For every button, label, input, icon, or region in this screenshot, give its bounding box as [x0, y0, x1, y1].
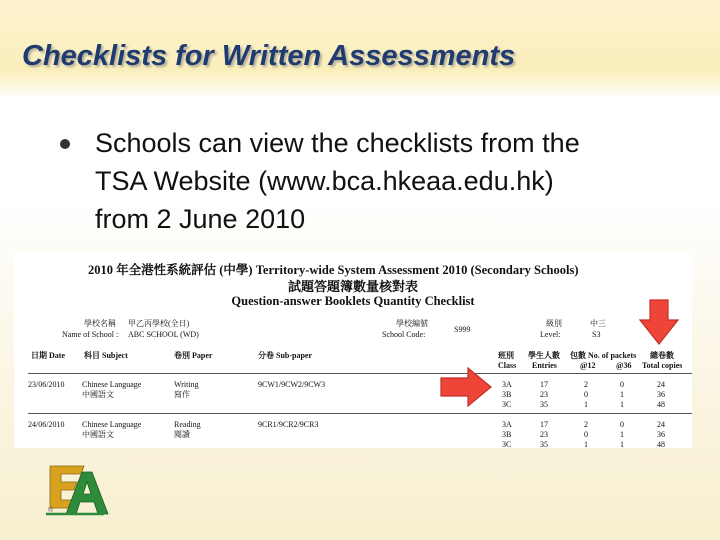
row-entries: 35: [540, 440, 548, 448]
checklist-title: 2010 年全港性系統評估 (中學) Territory-wide System Assessment 2010 (Secondary Schools): [88, 263, 579, 277]
school-name-value-en: ABC SCHOOL (WD): [128, 330, 199, 339]
row-date: 24/06/2010: [28, 420, 65, 429]
slide-title: Checklists for Written Assessments: [22, 40, 516, 72]
header-date: 日期 Date: [31, 351, 65, 360]
row-total: 36: [657, 430, 665, 439]
bullet-line: from 2 June 2010: [95, 204, 306, 234]
checklist-title-zh: 試題答題簿數量核對表: [287, 279, 418, 294]
header-entries-zh: 學生人數: [528, 351, 560, 360]
row-paper-en: Writing: [174, 380, 199, 389]
row-entries: 35: [540, 400, 548, 409]
red-arrow-down-icon: [639, 299, 679, 345]
row-total: 48: [657, 440, 665, 448]
header-subject: 科目 Subject: [84, 351, 128, 360]
row-entries: 23: [540, 430, 548, 439]
row-subject-en: Chinese Language: [82, 380, 142, 389]
row-class: 3C: [502, 440, 512, 448]
row-entries: 17: [540, 380, 548, 389]
row-subject-zh: 中國語文: [82, 430, 114, 439]
logo-registered-mark: ®: [48, 507, 54, 514]
row-paper-zh: 閱讀: [174, 430, 190, 439]
row-p36: 0: [620, 420, 624, 429]
school-name-value: 甲乙丙學校(全日): [128, 319, 190, 328]
row-class: 3B: [502, 390, 512, 399]
row-p12: 2: [584, 420, 588, 429]
row-p12: 0: [584, 390, 588, 399]
red-arrow-right-icon: [440, 367, 492, 407]
row-paper-zh: 寫作: [174, 390, 190, 399]
row-date: 23/06/2010: [28, 380, 65, 389]
school-name-label-zh: 學校名稱: [84, 319, 116, 328]
level-label-en: Level:: [540, 330, 561, 339]
checklist-title-en: Question-answer Booklets Quantity Checklist: [231, 294, 475, 308]
row-total: 36: [657, 390, 665, 399]
row-paper-en: Reading: [174, 420, 201, 429]
divider: [28, 413, 692, 414]
header-total-zh: 總卷數: [650, 351, 674, 360]
bullet-line: TSA Website (www.bca.hkeaa.edu.hk): [95, 166, 554, 196]
header-packets-36: @36: [616, 361, 632, 370]
row-class: 3A: [502, 420, 512, 429]
header-subpaper: 分卷 Sub-paper: [258, 351, 313, 360]
row-entries: 23: [540, 390, 548, 399]
row-p36: 1: [620, 390, 624, 399]
row-subpaper: 9CR1/9CR2/9CR3: [258, 420, 319, 429]
row-p36: 0: [620, 380, 624, 389]
header-total-en: Total copies: [642, 361, 683, 370]
bullet-dot-icon: [60, 139, 70, 149]
school-code-value: S999: [454, 325, 471, 334]
row-p12: 2: [584, 380, 588, 389]
school-code-label-zh: 學校編號: [396, 319, 428, 328]
row-p12: 1: [584, 440, 588, 448]
header-paper: 卷別 Paper: [174, 351, 213, 360]
row-subject-zh: 中國語文: [82, 390, 114, 399]
header-class: 班別 Class: [498, 351, 517, 370]
row-p36: 1: [620, 400, 624, 409]
row-p12: 1: [584, 400, 588, 409]
level-value-en: S3: [592, 330, 601, 339]
level-label-zh: 級別: [546, 319, 562, 328]
header-packets: 包數 No. of packets: [570, 351, 637, 360]
header-packets-12: @12: [580, 361, 596, 370]
row-p36: 1: [620, 440, 624, 448]
header-entries-en: Entries: [532, 361, 557, 370]
row-total: 24: [657, 380, 665, 389]
hkeaa-logo-icon: [44, 462, 110, 518]
row-subject-en: Chinese Language: [82, 420, 142, 429]
checklist-screenshot: [14, 252, 692, 448]
row-p36: 1: [620, 430, 624, 439]
row-total: 24: [657, 420, 665, 429]
divider: [28, 373, 692, 374]
bullet-line: Schools can view the checklists from the: [95, 128, 580, 158]
row-p12: 0: [584, 430, 588, 439]
row-subpaper: 9CW1/9CW2/9CW3: [258, 380, 326, 389]
school-code-label-en: School Code:: [382, 330, 426, 339]
row-total: 48: [657, 400, 665, 409]
row-class: 3A: [502, 380, 512, 389]
school-name-label-en: Name of School :: [62, 330, 119, 339]
row-class: 3B: [502, 430, 512, 439]
row-class: 3C: [502, 400, 512, 409]
level-value-zh: 中三: [590, 319, 606, 328]
row-entries: 17: [540, 420, 548, 429]
bullet-text: [95, 124, 695, 238]
